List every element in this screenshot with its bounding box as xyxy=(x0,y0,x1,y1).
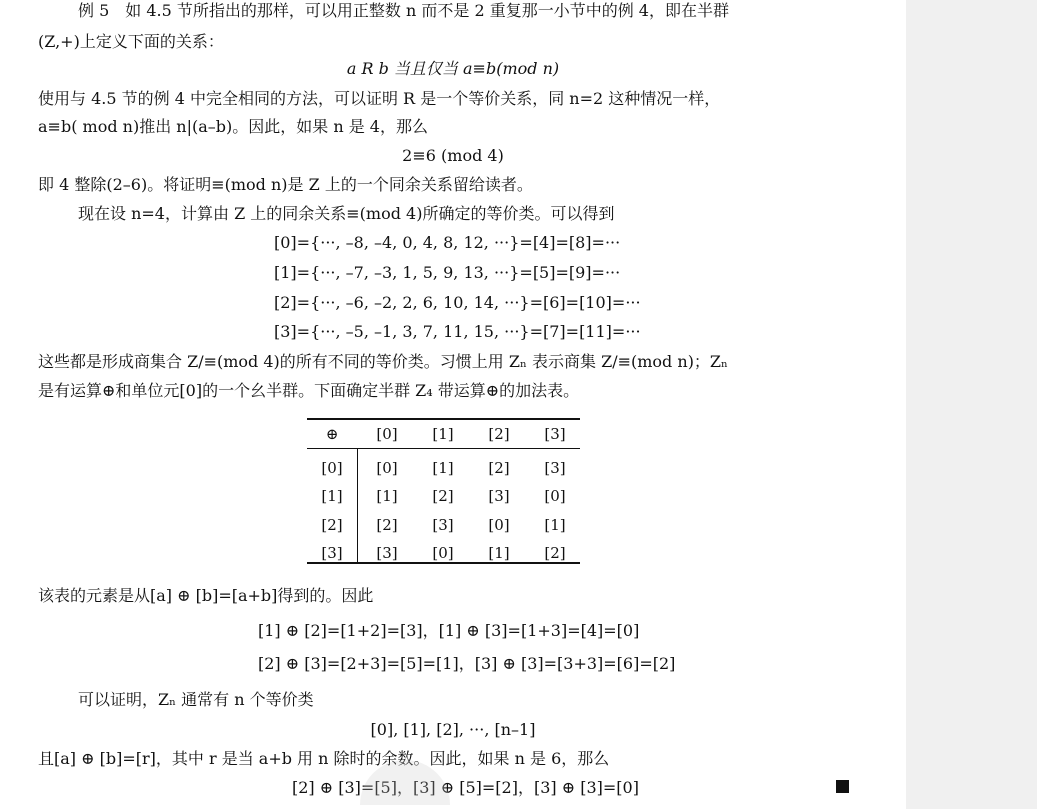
table-cell: [0] xyxy=(544,487,566,505)
table-corner-operator: ⊕ xyxy=(325,425,339,443)
table-column-header: [0] xyxy=(376,425,398,443)
congruence-formula: 2≡6 (mod 4) xyxy=(402,146,504,165)
paragraph-line: 可以证明，Zₙ 通常有 n 个等价类 xyxy=(78,690,314,709)
table-cell: [1] xyxy=(432,459,454,477)
addition-table xyxy=(307,418,580,564)
equivalence-class-2: [2]={···, –6, –2, 2, 6, 10, 14, ···}=[6]=[10]=··· xyxy=(274,293,641,312)
paragraph-line: 这些都是形成商集合 Z/≡(mod 4)的所有不同的等价类。习惯上用 Zₙ 表示商集 Z/≡(mod n)；Zₙ xyxy=(38,352,728,371)
viewer-side-panel xyxy=(906,0,1037,809)
equivalence-class-1: [1]={···, –7, –3, 1, 5, 9, 13, ···}=[5]=[9]=··· xyxy=(274,263,621,282)
computation-line: [1] ⊕ [2]=[1+2]=[3]，[1] ⊕ [3]=[1+3]=[4]=[0] xyxy=(258,621,640,640)
table-top-rule xyxy=(307,418,580,420)
table-column-header: [1] xyxy=(432,425,454,443)
table-row-header: [0] xyxy=(321,459,343,477)
equivalence-class-0: [0]={···, –8, –4, 0, 4, 8, 12, ···}=[4]=[8]=··· xyxy=(274,233,621,252)
example-heading-line: 例 5 如 4.5 节所指出的那样，可以用正整数 n 而不是 2 重复那一小节中的例 4，即在半群 xyxy=(78,1,729,20)
table-cell: [2] xyxy=(488,459,510,477)
table-cell: [0] xyxy=(432,544,454,562)
computation-line: [2] ⊕ [3]=[2+3]=[5]=[1]，[3] ⊕ [3]=[3+3]=[6]=[2] xyxy=(258,654,676,673)
table-row-header: [3] xyxy=(321,544,343,562)
paragraph-line: 即 4 整除(2–6)。将证明≡(mod n)是 Z 上的一个同余关系留给读者。 xyxy=(38,175,533,194)
table-cell: [3] xyxy=(432,516,454,534)
table-cell: [2] xyxy=(544,544,566,562)
paragraph-line: 是有运算⊕和单位元[0]的一个幺半群。下面确定半群 Z₄ 带运算⊕的加法表。 xyxy=(38,381,580,400)
table-column-header: [3] xyxy=(544,425,566,443)
table-vertical-rule xyxy=(357,449,358,562)
table-cell: [0] xyxy=(376,459,398,477)
table-row-header: [1] xyxy=(321,487,343,505)
table-header-rule xyxy=(307,448,580,449)
table-cell: [1] xyxy=(488,544,510,562)
table-cell: [3] xyxy=(376,544,398,562)
paragraph-line: 现在设 n=4，计算由 Z 上的同余关系≡(mod 4)所确定的等价类。可以得到 xyxy=(78,204,615,223)
table-cell: [3] xyxy=(488,487,510,505)
table-cell: [2] xyxy=(376,516,398,534)
paragraph-line: (Z,+)上定义下面的关系： xyxy=(38,32,224,51)
table-column-header: [2] xyxy=(488,425,510,443)
table-cell: [3] xyxy=(544,459,566,477)
paragraph-line: 使用与 4.5 节的例 4 中完全相同的方法，可以证明 R 是一个等价关系，同 n=2 这种情况一样， xyxy=(38,89,721,108)
computation-line: [2] ⊕ [3]=[5]，[3] ⊕ [5]=[2]，[3] ⊕ [3]=[0] xyxy=(292,778,639,797)
table-cell: [2] xyxy=(432,487,454,505)
relation-formula: a R b 当且仅当 a≡b(mod n) xyxy=(346,59,560,78)
table-cell: [1] xyxy=(544,516,566,534)
equivalence-class-3: [3]={···, –5, –1, 3, 7, 11, 15, ···}=[7]=[11]=··· xyxy=(274,322,641,341)
table-cell: [0] xyxy=(488,516,510,534)
paragraph-line: 该表的元素是从[a] ⊕ [b]=[a+b]得到的。因此 xyxy=(38,586,374,605)
end-of-proof-mark xyxy=(836,780,849,793)
class-list-line: [0], [1], [2], ···, [n–1] xyxy=(370,720,536,739)
paragraph-line: a≡b( mod n)推出 n|(a–b)。因此，如果 n 是 4，那么 xyxy=(38,117,428,136)
paragraph-line: 且[a] ⊕ [b]=[r]，其中 r 是当 a+b 用 n 除时的余数。因此，如果 n 是 6，那么 xyxy=(38,749,610,768)
table-cell: [1] xyxy=(376,487,398,505)
table-row-header: [2] xyxy=(321,516,343,534)
